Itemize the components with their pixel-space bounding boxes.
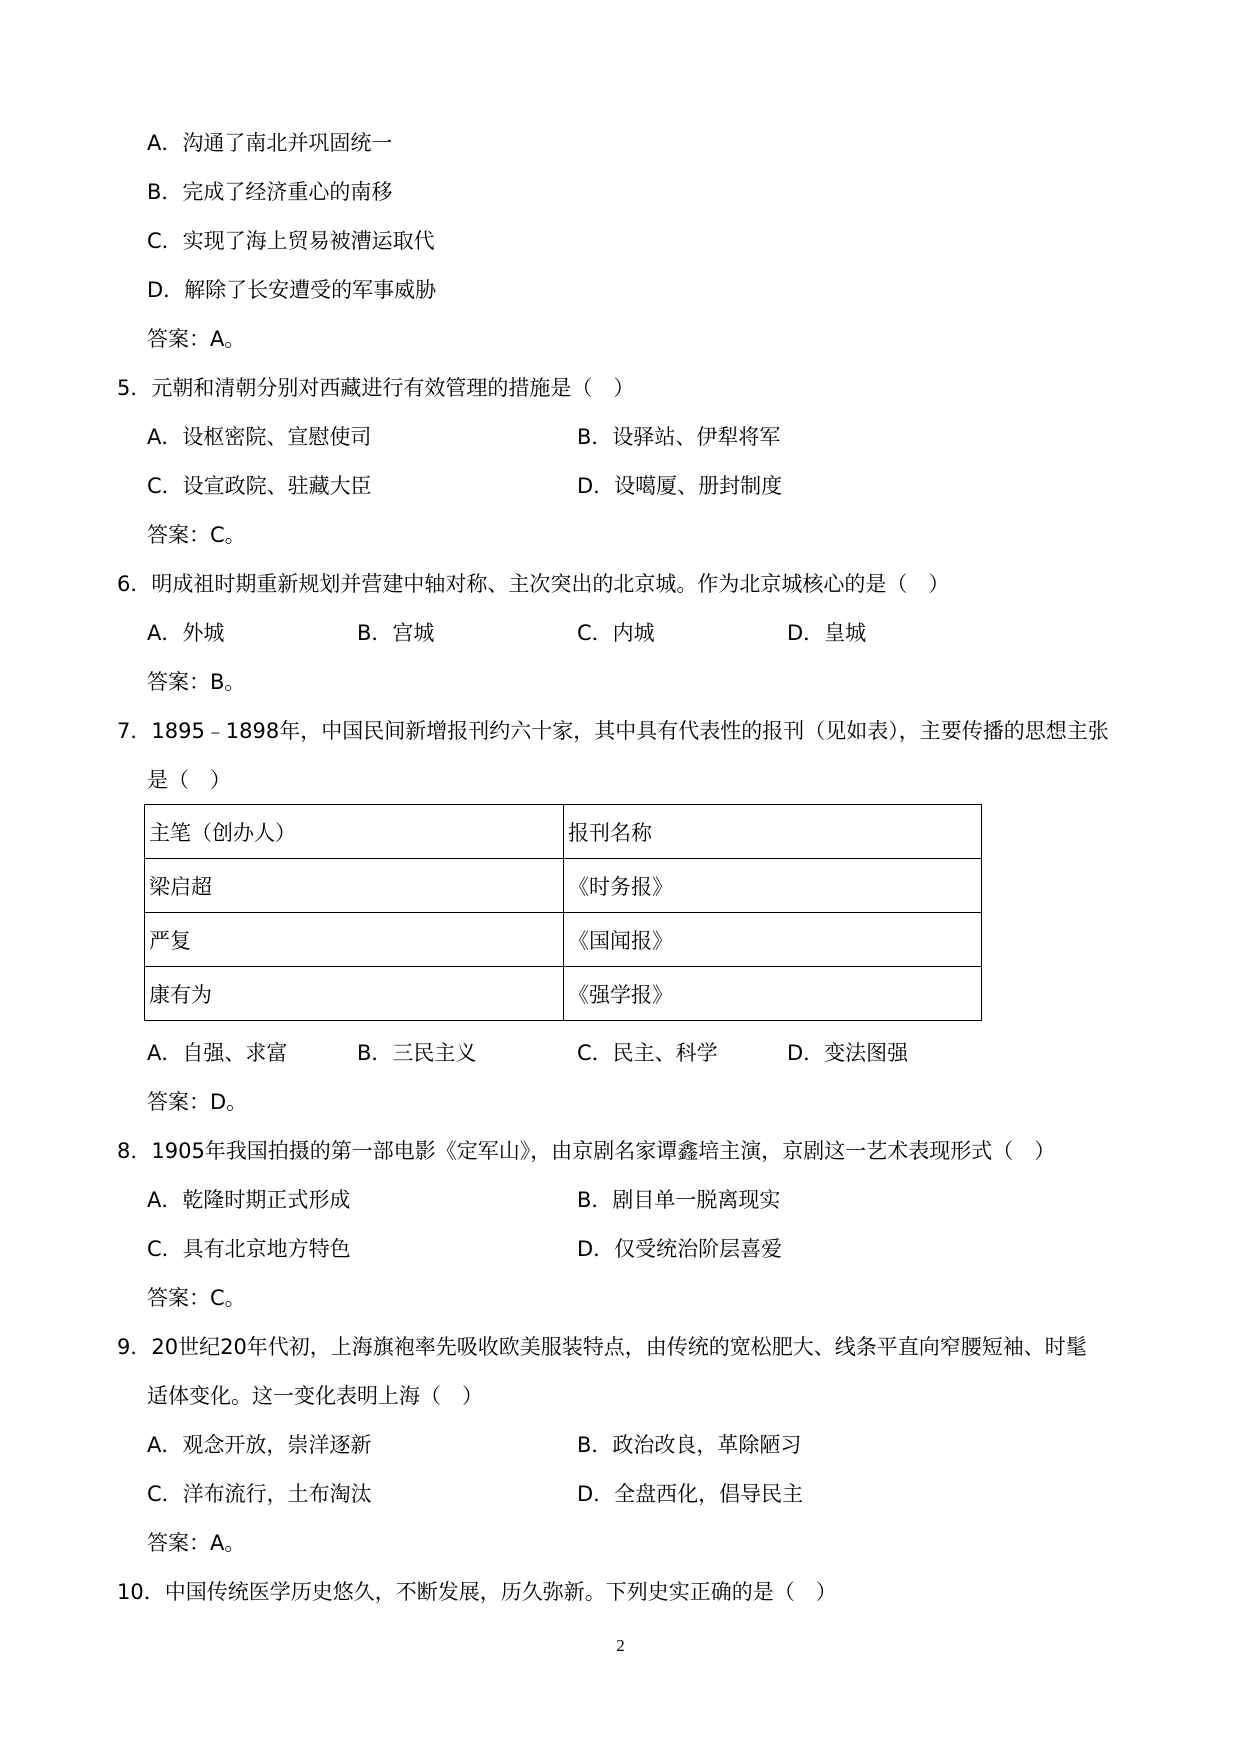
q5-option-a: A．设枢密院、宣慰使司 <box>147 425 372 449</box>
q7-option-a: A．自强、求富 <box>147 1041 288 1065</box>
q9-option-b: B．政治改良，革除陋习 <box>577 1433 802 1457</box>
q9-question-line1: 9．20世纪20年代初，上海旗袍率先吸收欧美服装特点，由传统的宽松肥大、线条平直向窄腰短袖、时髦 <box>117 1335 1087 1359</box>
q5-option-d: D．设噶厦、册封制度 <box>577 474 783 498</box>
q9-option-d: D．全盘西化，倡导民主 <box>577 1482 804 1506</box>
q7-answer: 答案：D。 <box>147 1090 248 1114</box>
q8-question: 8．1905年我国拍摄的第一部电影《定军山》，由京剧名家谭鑫培主演，京剧这一艺术表现形式（ ） <box>117 1139 1056 1163</box>
table-cell-newspaper: 《强学报》 <box>564 967 982 1021</box>
q6-option-c: C．内城 <box>577 621 655 645</box>
q4-option-a: A．沟通了南北并巩固统一 <box>147 131 393 155</box>
q4-answer: 答案：A。 <box>147 327 246 351</box>
q6-option-a: A．外城 <box>147 621 225 645</box>
table-row <box>145 913 982 967</box>
table-cell-newspaper: 《国闻报》 <box>564 913 982 967</box>
q6-question: 6．明成祖时期重新规划并营建中轴对称、主次突出的北京城。作为北京城核心的是（ ） <box>117 572 950 596</box>
q9-option-a: A．观念开放，崇洋逐新 <box>147 1433 372 1457</box>
table-cell-newspaper: 《时务报》 <box>564 859 982 913</box>
q10-question: 10．中国传统医学历史悠久，不断发展，历久弥新。下列史实正确的是（ ） <box>117 1580 837 1604</box>
q7-option-b: B．三民主义 <box>357 1041 477 1065</box>
q9-option-c: C．洋布流行，土布淘汰 <box>147 1482 372 1506</box>
q7-question-line2: 是（ ） <box>147 768 231 792</box>
table-header-row <box>145 805 982 859</box>
q7-option-d: D．变法图强 <box>787 1041 909 1065</box>
q5-answer: 答案：C。 <box>147 523 246 547</box>
q7-question-line1: 7．1895﹣1898年，中国民间新增报刊约六十家，其中具有代表性的报刊（见如表），主要传播的思想主张 <box>117 719 1109 743</box>
table-cell-editor: 严复 <box>145 913 564 967</box>
q5-question: 5．元朝和清朝分别对西藏进行有效管理的措施是（ ） <box>117 376 635 400</box>
q4-option-b: B．完成了经济重心的南移 <box>147 180 393 204</box>
table-cell-editor: 梁启超 <box>145 859 564 913</box>
q8-option-a: A．乾隆时期正式形成 <box>147 1188 351 1212</box>
q8-option-c: C．具有北京地方特色 <box>147 1237 351 1261</box>
q5-option-b: B．设驿站、伊犁将军 <box>577 425 781 449</box>
table-row <box>145 859 982 913</box>
q4-option-d: D．解除了长安遭受的军事威胁 <box>147 278 437 302</box>
q8-option-d: D．仅受统治阶层喜爱 <box>577 1237 783 1261</box>
q6-answer: 答案：B。 <box>147 670 246 694</box>
table-row <box>145 967 982 1021</box>
q7-option-c: C．民主、科学 <box>577 1041 718 1065</box>
page-number: 2 <box>616 1636 625 1655</box>
q6-option-b: B．宫城 <box>357 621 435 645</box>
q6-option-d: D．皇城 <box>787 621 867 645</box>
table-header-editor: 主笔（创办人） <box>145 805 564 859</box>
q8-option-b: B．剧目单一脱离现实 <box>577 1188 781 1212</box>
table-cell-editor: 康有为 <box>145 967 564 1021</box>
q7-newspaper-table <box>144 804 982 1021</box>
q9-answer: 答案：A。 <box>147 1531 246 1555</box>
q4-option-c: C．实现了海上贸易被漕运取代 <box>147 229 435 253</box>
q5-option-c: C．设宣政院、驻藏大臣 <box>147 474 372 498</box>
table-header-newspaper: 报刊名称 <box>564 805 982 859</box>
q9-question-line2: 适体变化。这一变化表明上海（ ） <box>147 1384 483 1408</box>
q8-answer: 答案：C。 <box>147 1286 246 1310</box>
